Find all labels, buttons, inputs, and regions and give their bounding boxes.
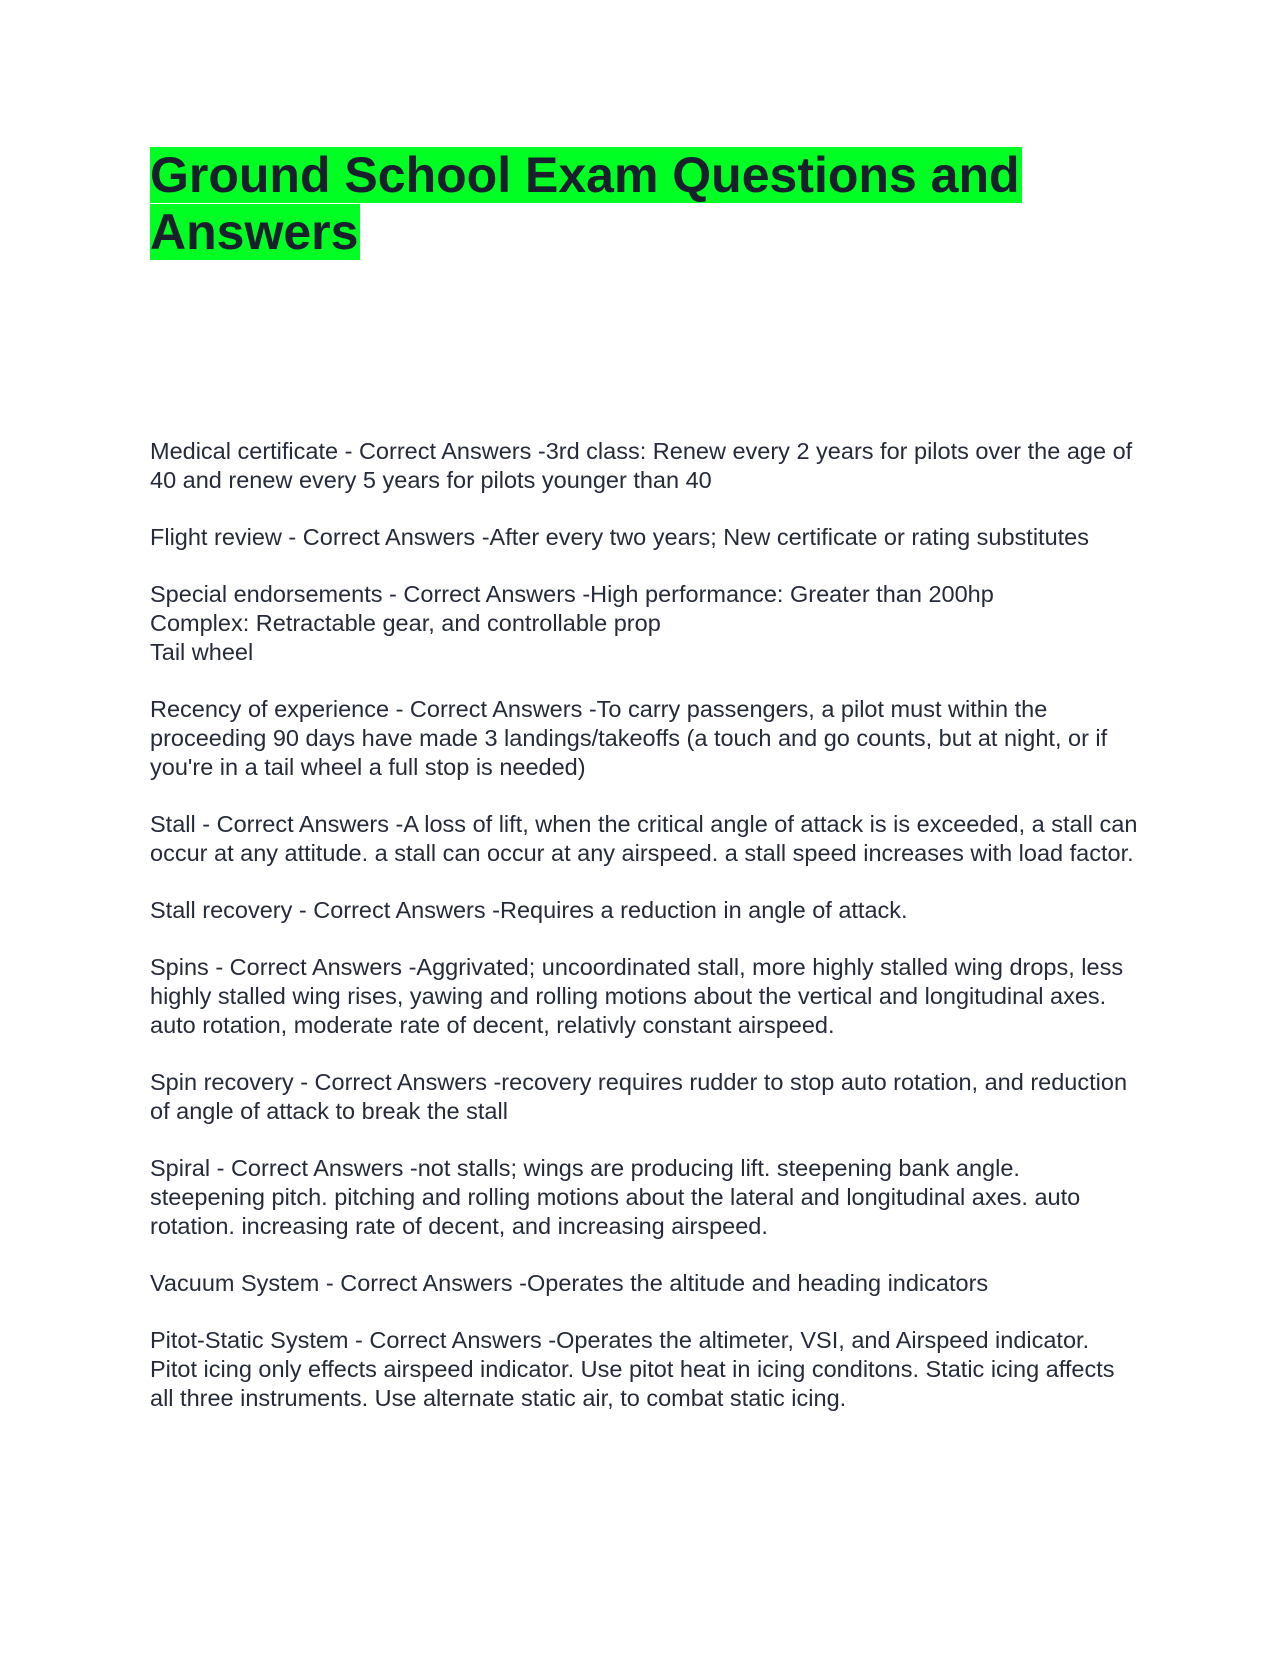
qa-entry-recency-of-experience: Recency of experience - Correct Answers -To carry passengers, a pilot must within the proceeding 90 days have made 3 landings/takeoffs (a touch and go counts, but at night, or if you're in a tail wheel a full stop is needed) (150, 696, 1108, 780)
qa-entry-flight-review: Flight review - Correct Answers -After every two years; New certificate or rating substitutes (150, 524, 1090, 550)
document-title (150, 147, 1140, 261)
qa-entry-vacuum-system: Vacuum System - Correct Answers -Operates the altitude and heading indicators (150, 1270, 989, 1296)
qa-entry-medical-certificate: Medical certificate - Correct Answers -3rd class: Renew every 2 years for pilots over the age of 40 and renew every 5 years for pilots younger than 40 (150, 438, 1133, 493)
qa-entry-spins: Spins - Correct Answers -Aggrivated; uncoordinated stall, more highly stalled wing drops, less highly stalled wing rises, yawing and rolling motions about the vertical and longitudinal axes. auto rotation, moderate rate of decent, relativly constant airspeed. (150, 954, 1124, 1038)
qa-entry-stall: Stall - Correct Answers -A loss of lift, when the critical angle of attack is is exceeded, a stall can occur at any attitude. a stall can occur at any airspeed. a stall speed increases with load factor. (150, 811, 1138, 866)
qa-list (150, 437, 1140, 1441)
qa-entry-special-endorsements: Special endorsements - Correct Answers -High performance: Greater than 200hp Complex: Retractable gear, and controllable prop Tail wheel (150, 581, 994, 665)
qa-entry-spiral: Spiral - Correct Answers -not stalls; wings are producing lift. steepening bank angle. steepening pitch. pitching and rolling motions about the lateral and longitudinal axes. auto rotation. increasing rate of decent, and increasing airspeed. (150, 1155, 1081, 1239)
qa-entry-stall-recovery: Stall recovery - Correct Answers -Requires a reduction in angle of attack. (150, 897, 908, 923)
document-page (150, 147, 1140, 1411)
document-title-text: Ground School Exam Questions and Answers (150, 147, 1020, 260)
qa-entry-pitot-static-system: Pitot-Static System - Correct Answers -Operates the altimeter, VSI, and Airspeed indicator. Pitot icing only effects airspeed indicator. Use pitot heat in icing conditons. Static icing affects all three instruments. Use alternate static air, to combat static icing. (150, 1327, 1115, 1411)
qa-entry-spin-recovery: Spin recovery - Correct Answers -recovery requires rudder to stop auto rotation, and reduction of angle of attack to break the stall (150, 1069, 1128, 1124)
